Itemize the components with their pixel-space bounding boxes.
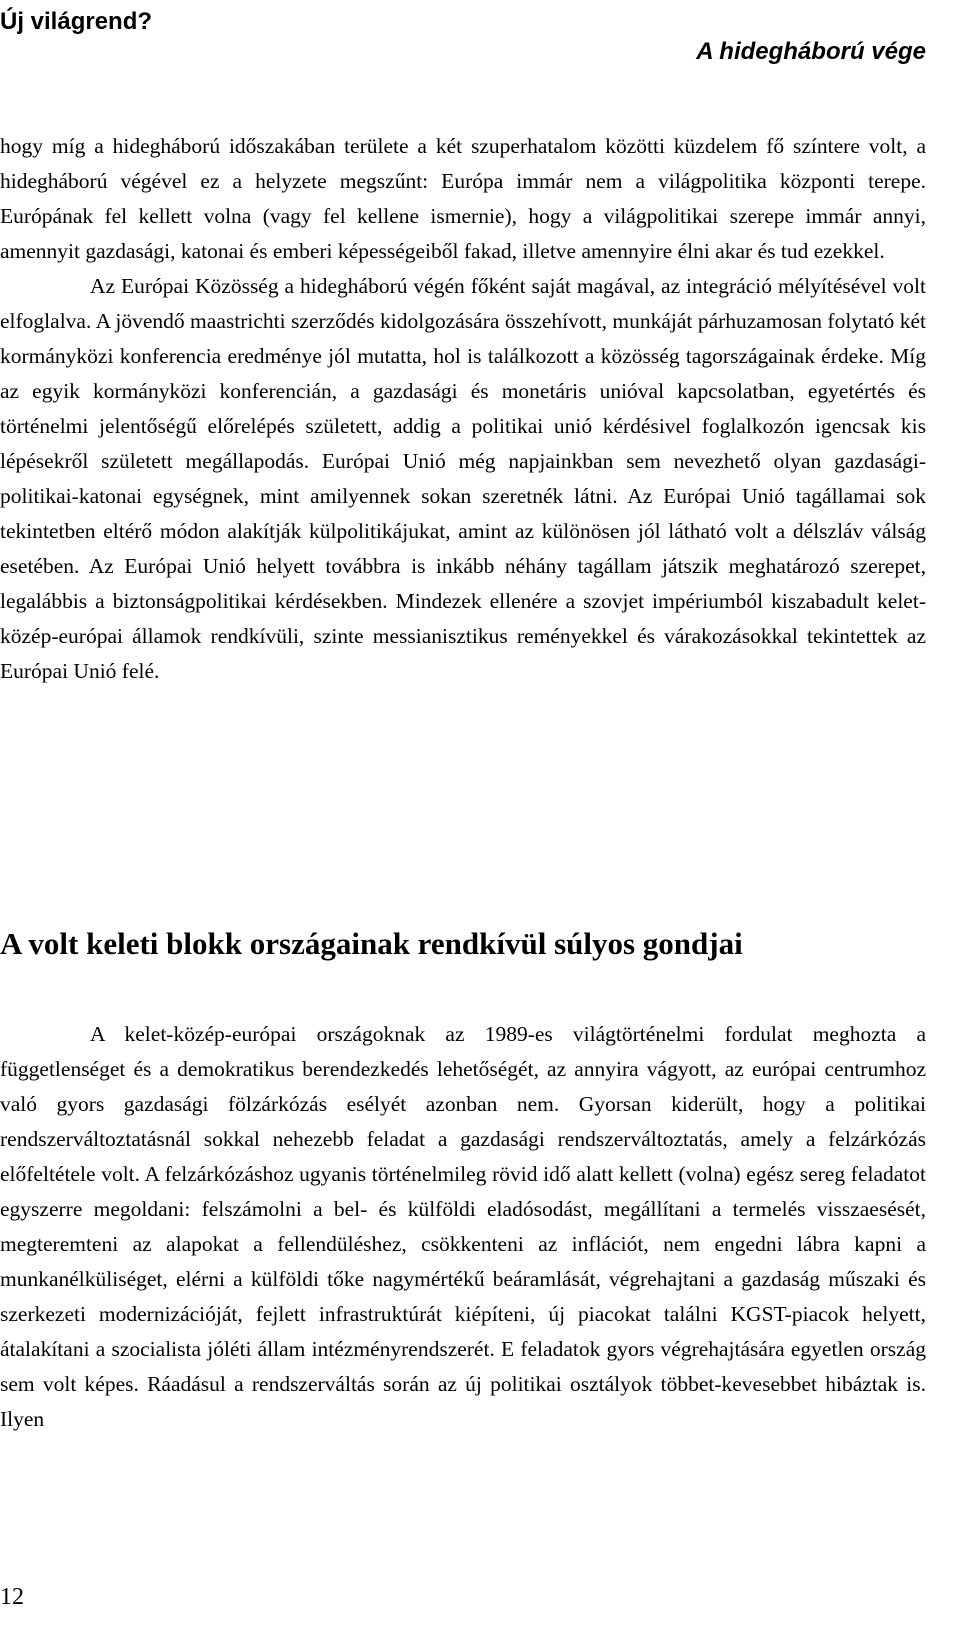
paragraph: Az Európai Közösség a hidegháború végén főként saját magával, az integráció mélyítésével volt elfoglalva. A jövendő maastrichti szerződés kidolgozására összehívott, munkáját párhuzamosan folytató két kormányközi konferencia eredménye jól mutatta, hol is találkozott a közösség tagországainak érdeke. Míg az egyik kormányközi konferencián, a gazdasági és monetáris unióval kapcsolatban, egyetértés és történelmi jelentőségű előrelépés született, addig a politikai unió kérdésivel foglalkozón igencsak kis lépésekről született megállapodás. Európai Unió még napjainkban sem nevezhető olyan gazdasági-politikai-katonai egységnek, mint amilyennek sokan szeretnék látni. Az Európai Unió tagállamai sok tekintetben eltérő módon alakítják külpolitikájukat, amint az különösen jól látható volt a délszláv válság esetében. Az Európai Unió helyett továbbra is inkább néhány tagállam játszik meghatározó szerepet, legalábbis a biztonságpolitikai kérdésekben. Mindezek ellenére a szovjet impériumból kiszabadult kelet-közép-európai államok rendkívüli, szinte messianisztikus reményekkel és várakozásokkal tekintettek az Európai Unió felé. (0, 274, 926, 683)
running-header (0, 8, 926, 68)
paragraph-continuation: hogy míg a hidegháború időszakában területe a két szuperhatalom közötti küzdelem fő színtere volt, a hidegháború végével ez a helyzete megszűnt: Európa immár nem a világpolitika központi terepe. Európának fel kellett volna (vagy fel kellene ismernie), hogy a világpolitikai szerepe immár annyi, amennyit gazdasági, katonai és emberi képességeiből fakad, illetve amennyire élni akar és tud ezekkel. (0, 134, 926, 263)
section2-body (0, 1017, 926, 1437)
paragraph: A kelet-közép-európai országoknak az 1989-es világtörténelmi fordulat meghozta a függetlenséget és a demokratikus berendezkedés lehetőségét, az annyira vágyott, az európai centrumhoz való gyors gazdasági fölzárkózás esélyét azonban nem. Gyorsan kiderült, hogy a politikai rendszerváltoztatásnál sokkal nehezebb feladat a gazdasági rendszerváltoztatás, amely a felzárkózás előfeltétele volt. A felzárkózáshoz ugyanis történelmileg rövid idő alatt kellett (volna) egész sereg feladatot egyszerre megoldani: felszámolni a bel- és külföldi eladósodást, megállítani a termelés visszaesését, megteremteni az alapokat a fellendüléshez, csökkenteni az inflációt, nem engedni lábra kapni a munkanélküliséget, elérni a külföldi tőke nagymértékű beáramlását, végrehajtani a gazdaság műszaki és szerkezeti modernizációját, fejlett infrastruktúrát kiépíteni, új piacokat találni KGST-piacok helyett, átalakítani a szocialista jóléti állam intézményrendszerét. E feladatok gyors végrehajtására egyetlen ország sem volt képes. Ráadásul a rendszerváltás során az új politikai osztályok többet-kevesebbet hibáztak is. Ilyen (0, 1022, 926, 1431)
section-heading: A volt keleti blokk országainak rendkívül súlyos gondjai (0, 926, 743, 961)
section1-body (0, 129, 926, 689)
chapter-title: Új világrend? (0, 8, 153, 35)
page-number: 12 (0, 1584, 24, 1610)
section-title: A hidegháború vége (696, 38, 926, 65)
